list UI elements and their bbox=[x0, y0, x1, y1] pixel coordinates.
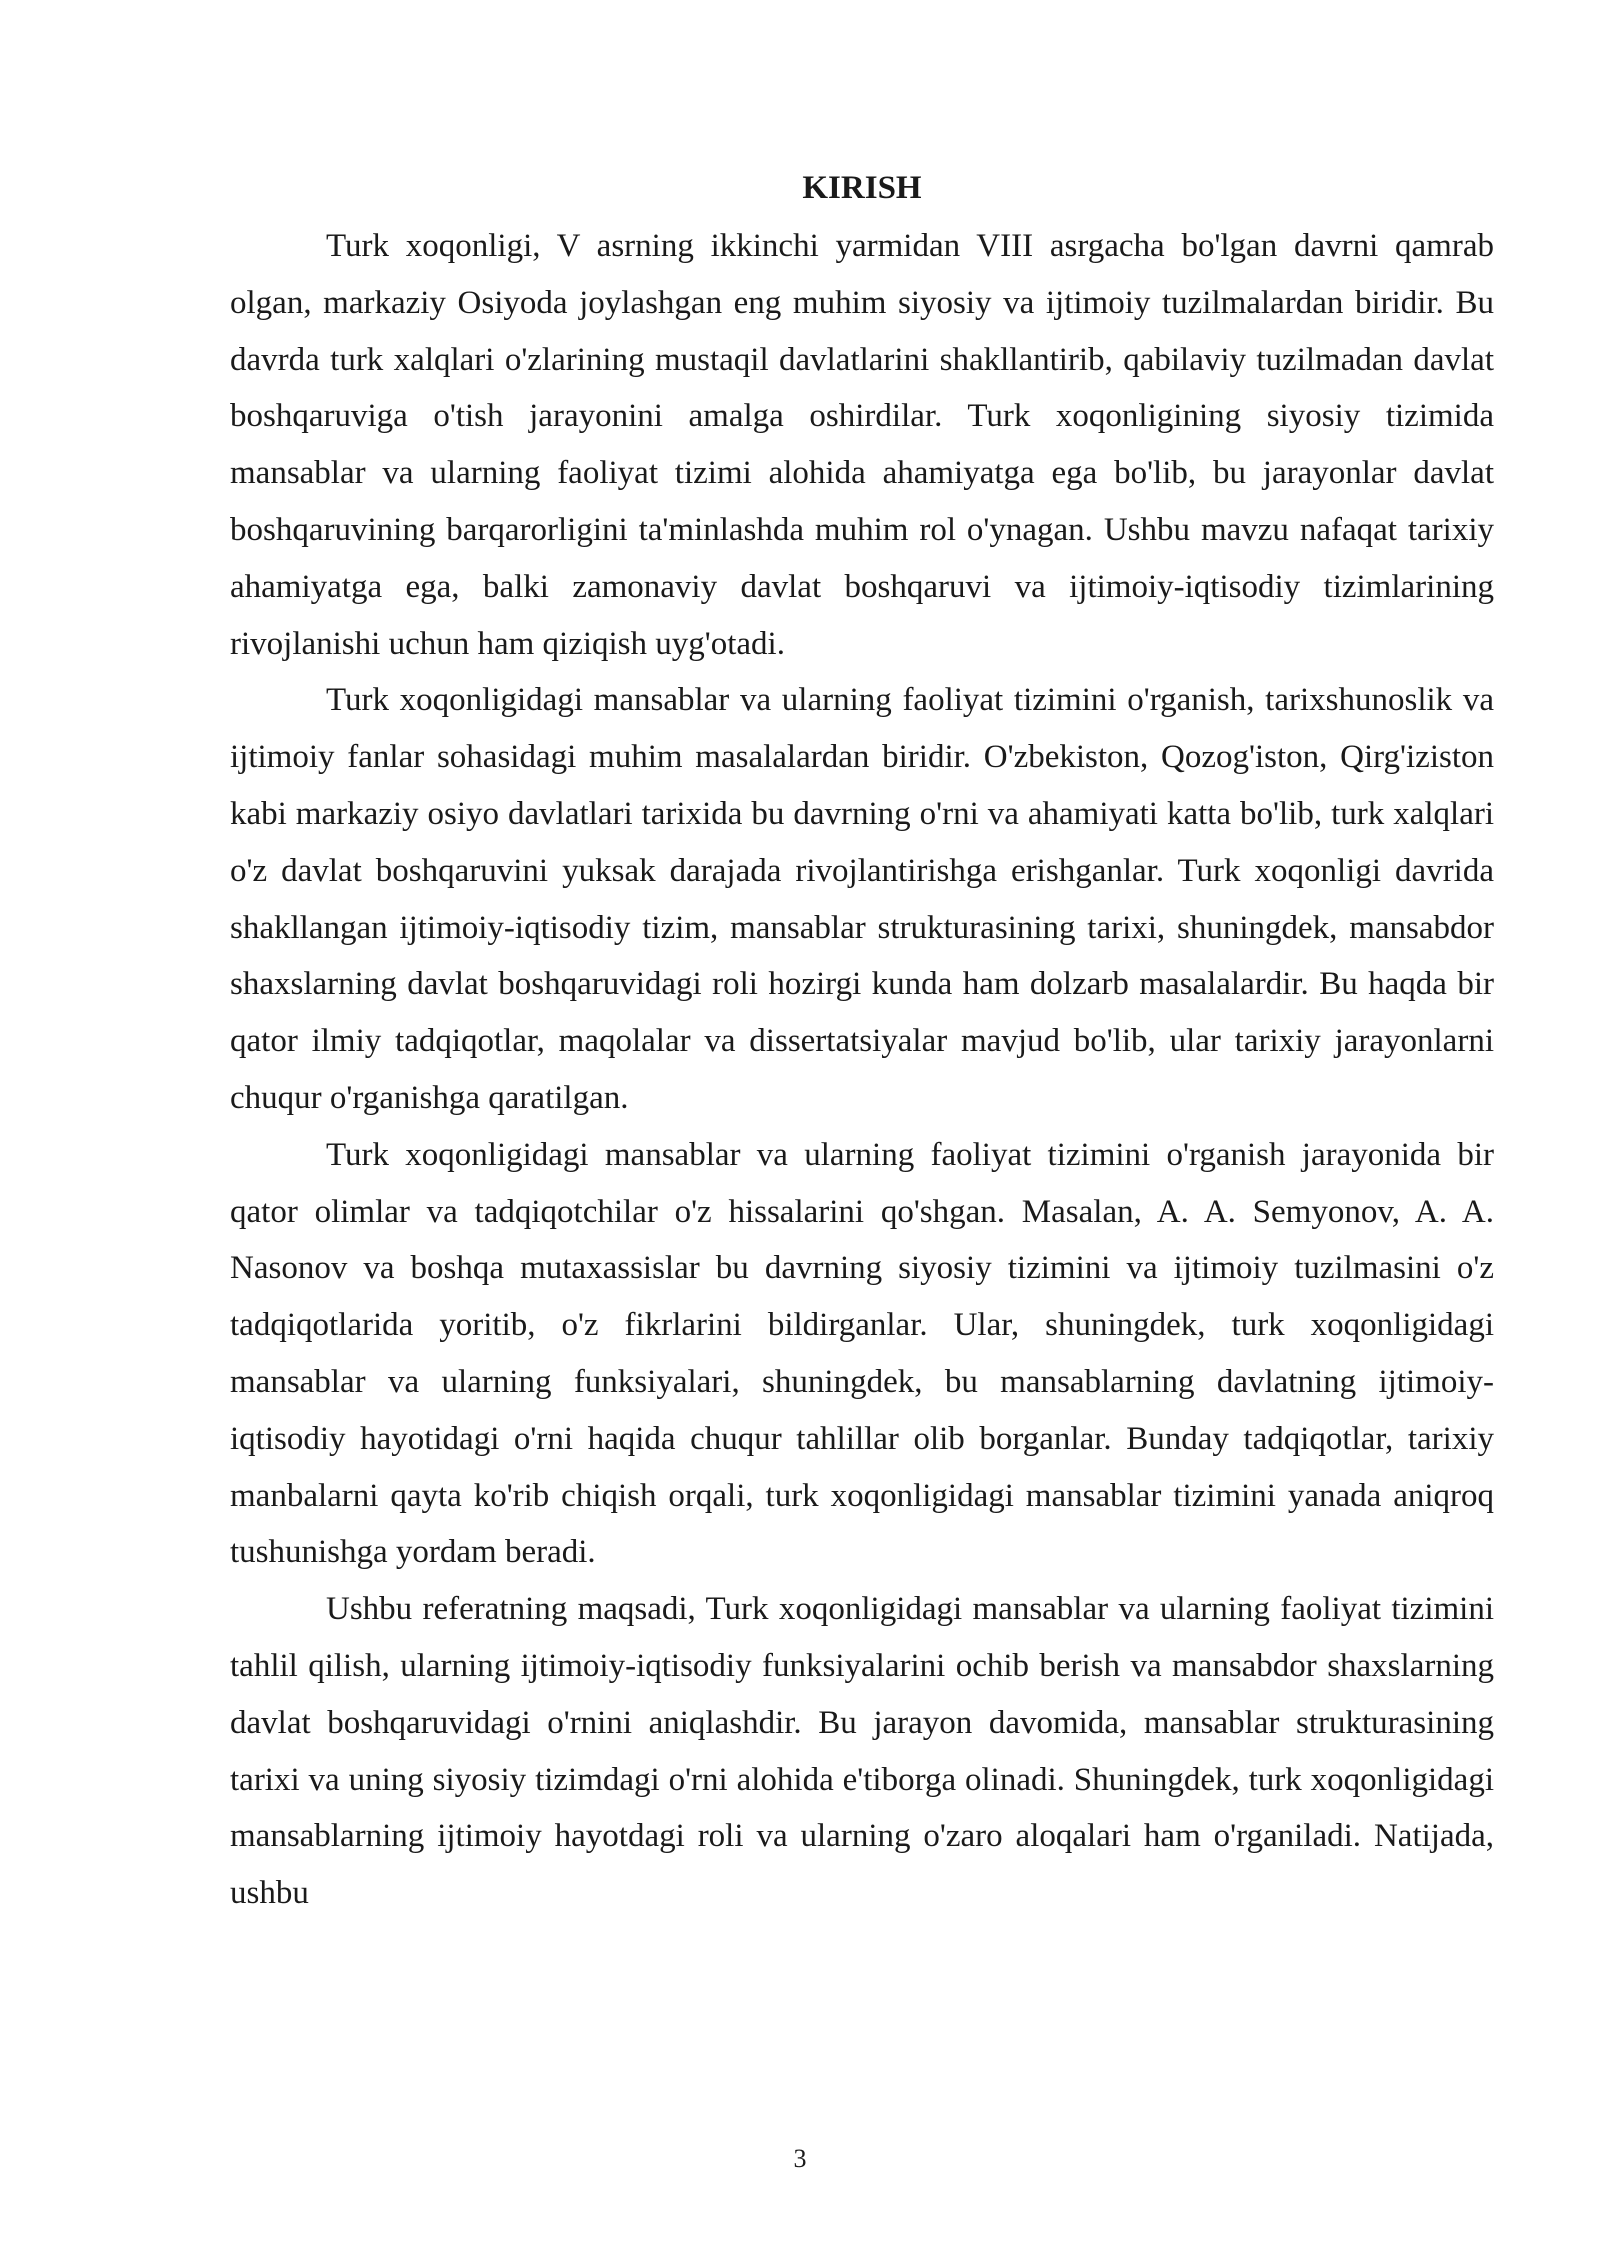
section-heading: KIRISH bbox=[802, 170, 922, 206]
paragraph-3: Turk xoqonligidagi mansablar va ularning faoliyat tizimini o'rganish jarayonida bir qator olimlar va tadqiqotchilar o'z hissalarini qo'shgan. Masalan, A. A. Semyonov, A. A. Nasonov va boshqa mutaxassislar bu davrning siyosiy tizimini va ijtimoiy tuzilmasini o'z tadqiqotlarida yoritib, o'z fikrlarini bildirganlar. Ular, shuningdek, turk xoqonligidagi mansablar va ularning funksiyalari, shuningdek, bu mansablarning davlatning ijtimoiy-iqtisodiy hayotidagi o'rni haqida chuqur tahlillar olib borganlar. Bunday tadqiqotlar, tarixiy manbalarni qayta ko'rib chiqish orqali, turk xoqonligidagi mansablar tizimini yanada aniqroq tushunishga yordam beradi. bbox=[230, 1136, 1494, 1571]
page-number: 3 bbox=[793, 2144, 807, 2173]
paragraph-4: Ushbu referatning maqsadi, Turk xoqonligidagi mansablar va ularning faoliyat tizimini tahlil qilish, ularning ijtimoiy-iqtisodiy funksiyalarini ochib berish va mansabdor shaxslarning davlat boshqaruvidagi o'rnini aniqlashdir. Bu jarayon davomida, mansablar strukturasining tarixi va uning siyosiy tizimdagi o'rni alohida e'tiborga olinadi. Shuningdek, turk xoqonligidagi mansablarning ijtimoiy hayotdagi roli va ularning o'zaro aloqalari ham o'rganiladi. Natijada, ushbu bbox=[230, 1591, 1494, 1912]
document-body bbox=[230, 160, 1494, 1922]
paragraph-1: Turk xoqonligi, V asrning ikkinchi yarmidan VIII asrgacha bo'lgan davrni qamrab olgan, markaziy Osiyoda joylashgan eng muhim siyosiy va ijtimoiy tuzilmalardan biridir. Bu davrda turk xalqlari o'zlarining mustaqil davlatlarini shakllantirib, qabilaviy tuzilmadan davlat boshqaruviga o'tish jarayonini amalga oshirdilar. Turk xoqonligining siyosiy tizimida mansablar va ularning faoliyat tizimi alohida ahamiyatga ega bo'lib, bu jarayonlar davlat boshqaruvining barqarorligini ta'minlashda muhim rol o'ynagan. Ushbu mavzu nafaqat tarixiy ahamiyatga ega, balki zamonaviy davlat boshqaruvi va ijtimoiy-iqtisodiy tizimlarining rivojlanishi uchun ham qiziqish uyg'otadi. bbox=[230, 228, 1494, 662]
paragraph-2: Turk xoqonligidagi mansablar va ularning faoliyat tizimini o'rganish, tarixshunoslik va ijtimoiy fanlar sohasidagi muhim masalalardan biridir. O'zbekiston, Qozog'iston, Qirg'iziston kabi markaziy osiyo davlatlari tarixida bu davrning o'rni va ahamiyati katta bo'lib, turk xalqlari o'z davlat boshqaruvini yuksak darajada rivojlantirishga erishganlar. Turk xoqonligi davrida shakllangan ijtimoiy-iqtisodiy tizim, mansablar strukturasining tarixi, shuningdek, mansabdor shaxslarning davlat boshqaruvidagi roli hozirgi kunda ham dolzarb masalalardir. Bu haqda bir qator ilmiy tadqiqotlar, maqolalar va dissertatsiyalar mavjud bo'lib, ular tarixiy jarayonlarni chuqur o'rganishga qaratilgan. bbox=[230, 682, 1494, 1116]
